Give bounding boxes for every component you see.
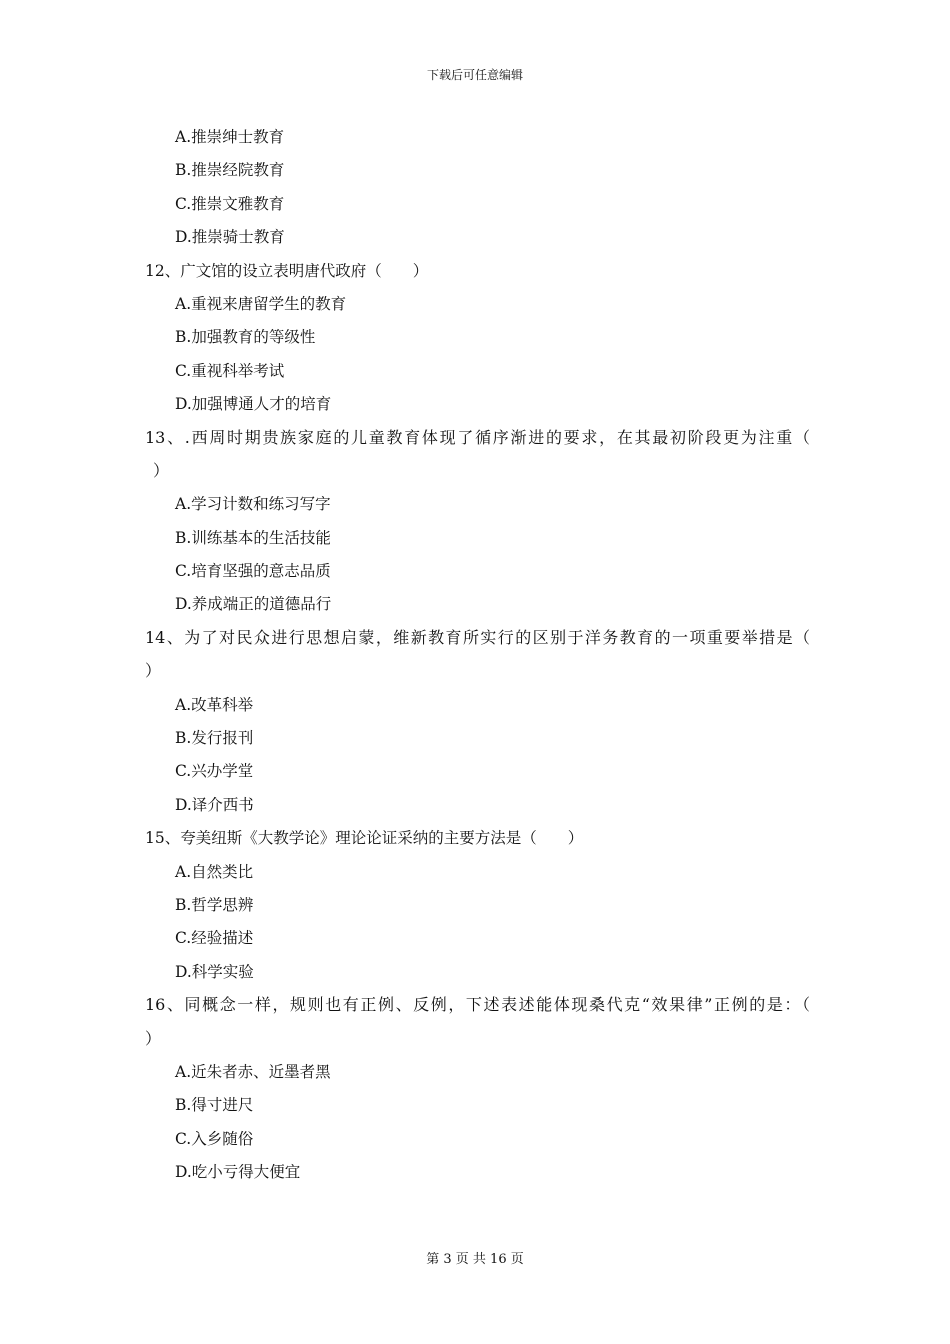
- option-d: D.吃小亏得大便宜: [175, 1163, 301, 1182]
- option-d: D.养成端正的道德品行: [175, 595, 332, 614]
- option-d: D.加强博通人才的培育: [175, 395, 332, 414]
- option-d: D.译介西书: [175, 795, 254, 814]
- option-a: A.改革科举: [175, 695, 254, 714]
- option-b: B.哲学思辨: [175, 895, 254, 914]
- question-list: [145, 123, 810, 1192]
- option-a: A.学习计数和练习写字: [175, 495, 331, 514]
- option-c: C.培育坚强的意志品质: [175, 562, 331, 581]
- option-a: A.推崇绅士教育: [175, 128, 285, 146]
- question-16-cont: ）: [145, 1028, 162, 1048]
- option-d: D.科学实验: [175, 962, 254, 981]
- question-13: [145, 424, 810, 491]
- question-14-cont: ）: [145, 661, 162, 681]
- question-13-cont: ）: [153, 460, 170, 480]
- question-14: [145, 624, 810, 691]
- option-b: B.得寸进尺: [175, 1096, 254, 1115]
- option-c: C.经验描述: [175, 929, 254, 948]
- option-b: B.推崇经院教育: [175, 161, 285, 180]
- option-c: C.推崇文雅教育: [175, 194, 285, 213]
- question-15: 15、夸美纽斯《大教学论》理论论证采纳的主要方法是（ ）: [145, 829, 584, 848]
- option-c: C.兴办学堂: [175, 762, 254, 781]
- page-header: 下载后可任意编辑: [426, 68, 523, 82]
- option-a: A.近朱者赤、近墨者黑: [175, 1062, 331, 1081]
- question-12: 12、广文馆的设立表明唐代政府（ ）: [145, 261, 429, 280]
- option-a: A.自然类比: [175, 862, 254, 881]
- question-14-text: 14、为了对民众进行思想启蒙，维新教育所实行的区别于洋务教育的一项重要举措是（: [145, 627, 810, 647]
- page-footer: 第 3 页 共 16 页: [426, 1252, 524, 1267]
- option-d: D.推崇骑士教育: [175, 228, 285, 247]
- option-a: A.重视来唐留学生的教育: [175, 294, 347, 313]
- option-c: C.入乡随俗: [175, 1129, 254, 1148]
- question-16-text: 16、同概念一样，规则也有正例、反例，下述表述能体现桑代克“效果律”正例的是：（: [145, 995, 810, 1015]
- option-b: B.发行报刊: [175, 729, 254, 748]
- question-13-text: 13、.西周时期贵族家庭的儿童教育体现了循序渐进的要求，在其最初阶段更为注重（: [145, 427, 810, 447]
- option-c: C.重视科举考试: [175, 361, 285, 380]
- option-b: B.加强教育的等级性: [175, 328, 316, 347]
- option-b: B.训练基本的生活技能: [175, 528, 331, 547]
- question-16: [145, 991, 810, 1058]
